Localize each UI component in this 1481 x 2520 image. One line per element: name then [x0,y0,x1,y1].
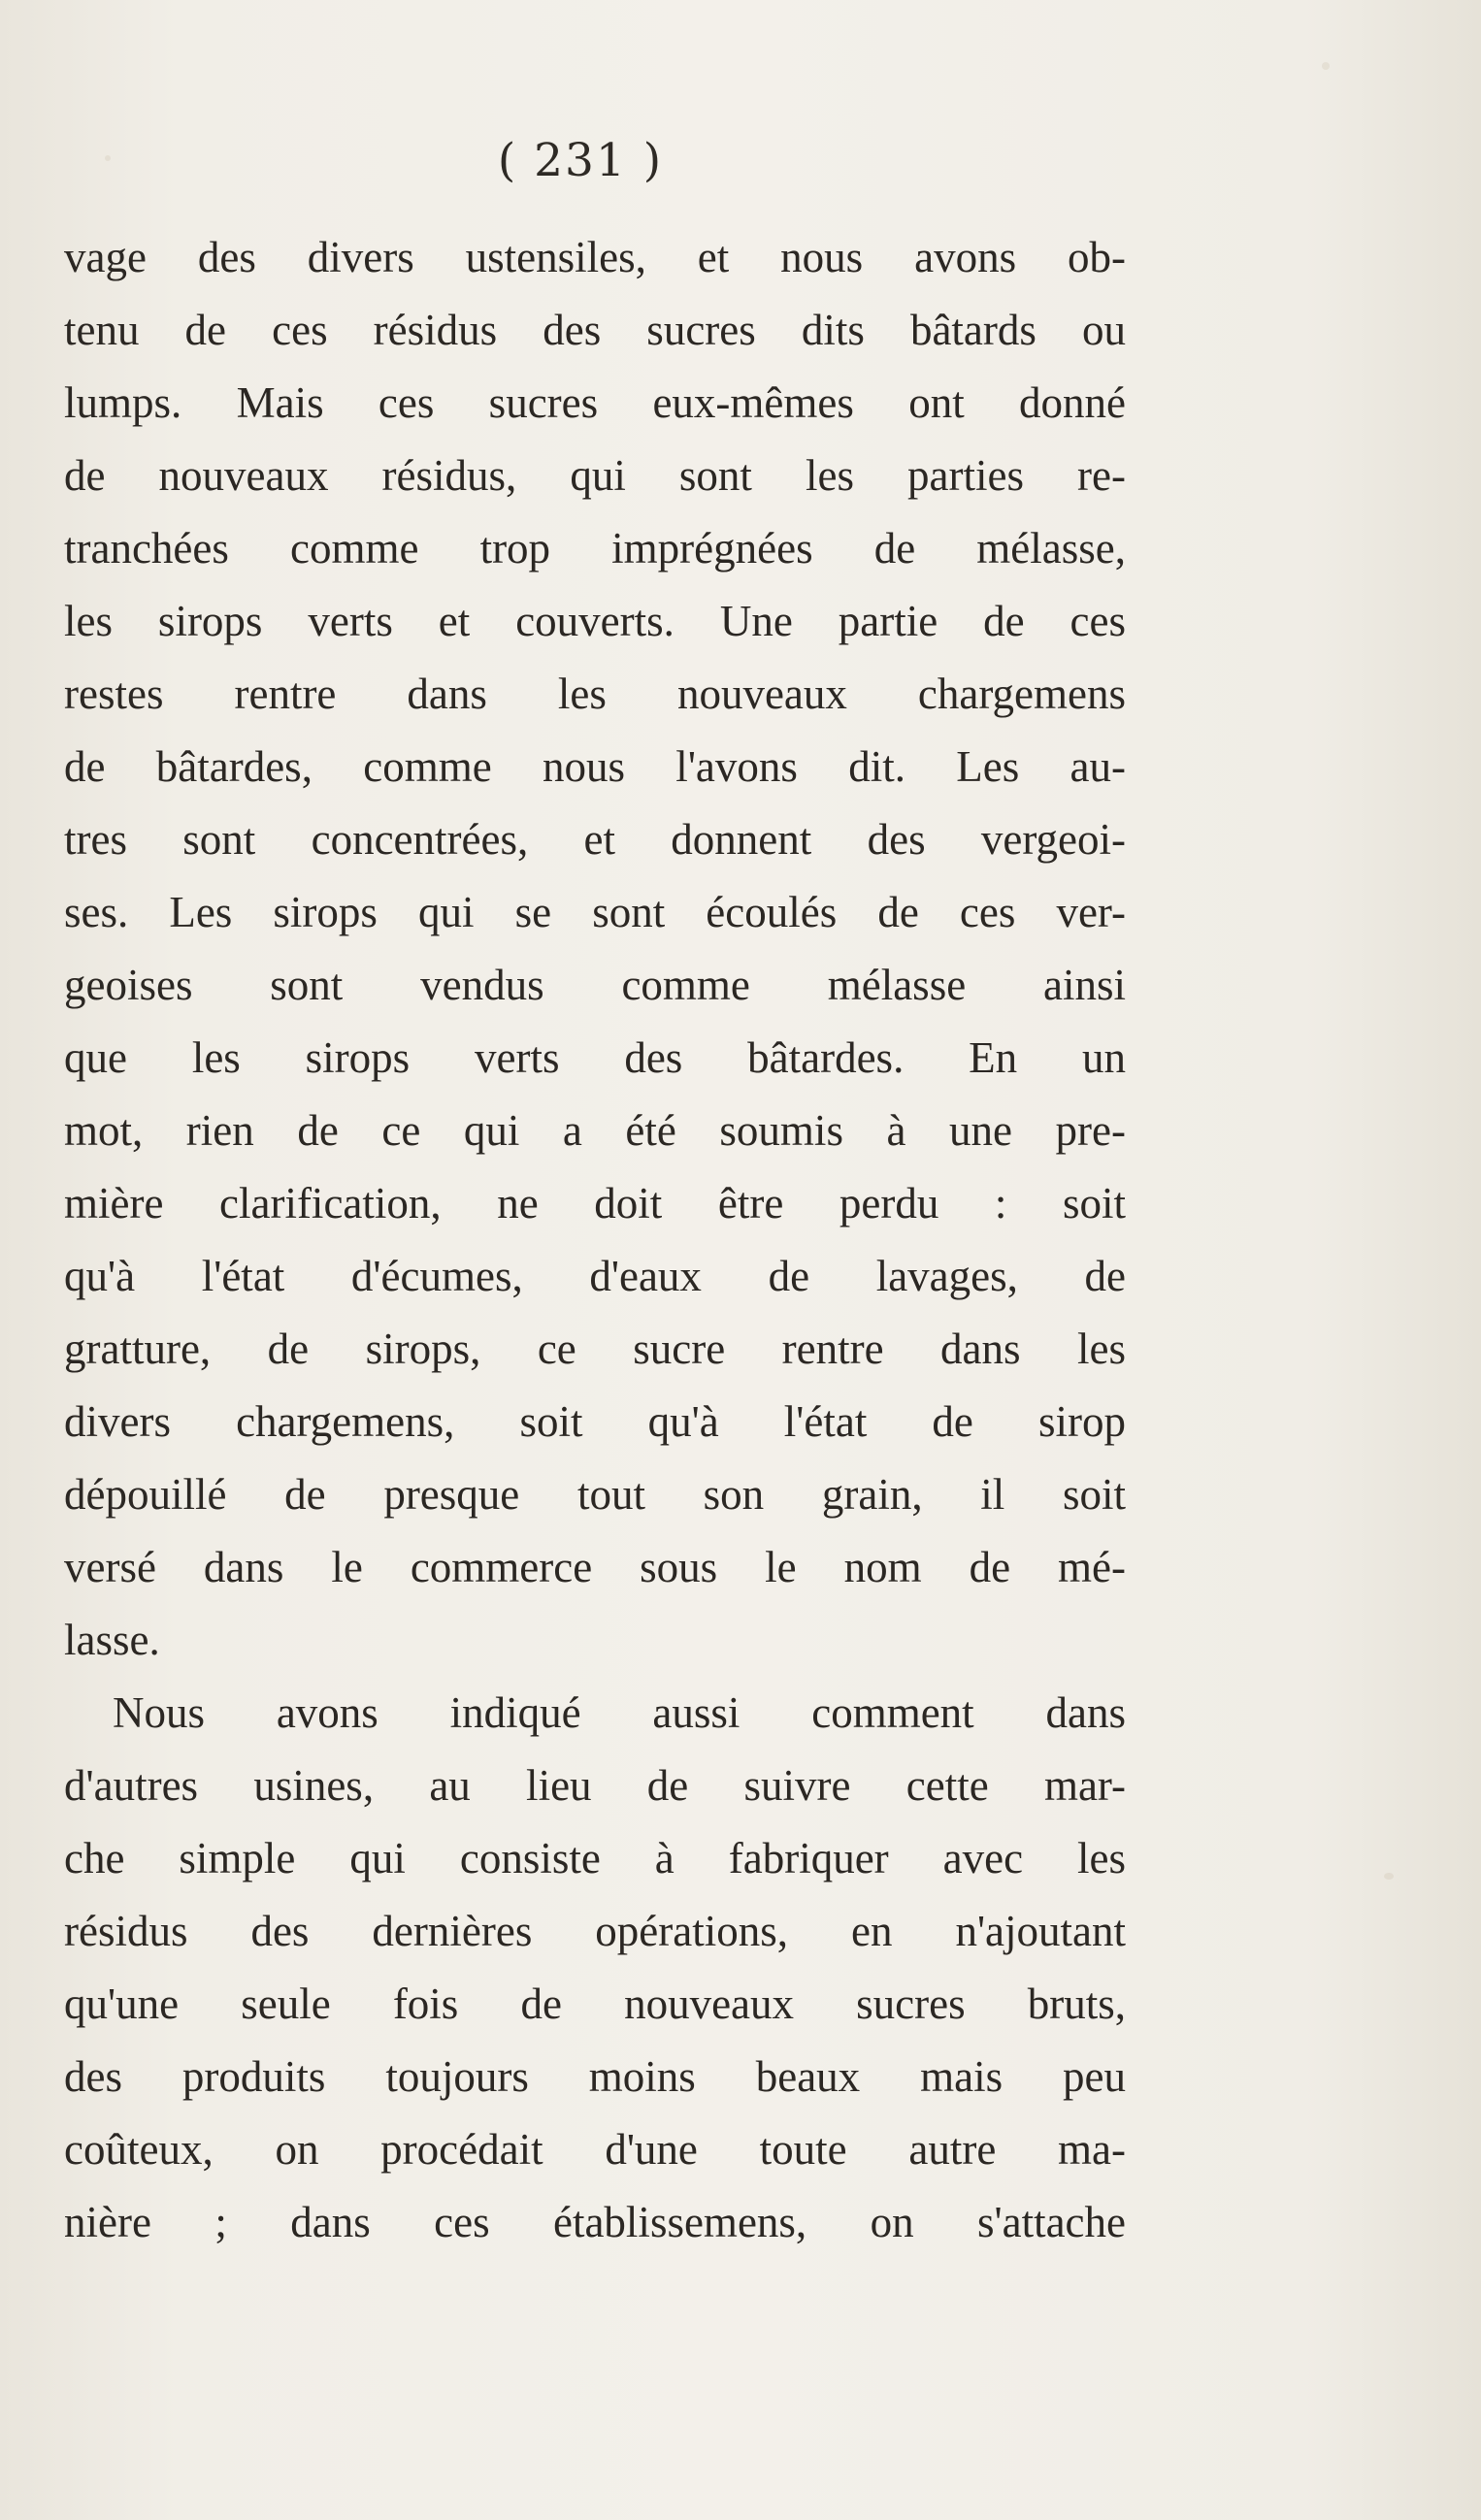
text-line: tranchées comme trop imprégnées de mélasse, [64,524,1126,573]
paragraph [64,221,1126,1677]
text-line: restes rentre dans les nouveaux chargemens [64,670,1126,718]
text-line: mot, rien de ce qui a été soumis à une pre- [64,1106,1126,1155]
text-line: qu'à l'état d'écumes, d'eaux de lavages, de [64,1252,1126,1300]
text-line: résidus des dernières opérations, en n'ajoutant [64,1907,1126,1955]
text-line: qu'une seule fois de nouveaux sucres bruts, [64,1980,1126,2028]
text-line: lumps. Mais ces sucres eux-mêmes ont donné [64,378,1126,427]
text-line: des produits toujours moins beaux mais peu [64,2052,1126,2101]
text-line: les sirops verts et couverts. Une partie de ces [64,597,1126,645]
text-line: de nouveaux résidus, qui sont les parties re- [64,451,1126,500]
text-line: mière clarification, ne doit être perdu : soit [64,1179,1126,1227]
text-line: d'autres usines, au lieu de suivre cette mar- [64,1761,1126,1810]
text-line: divers chargemens, soit qu'à l'état de sirop [64,1397,1126,1446]
text-line: lasse. [64,1616,160,1664]
text-line: que les sirops verts des bâtardes. En un [64,1033,1126,1082]
page-number: ( 231 ) [497,134,664,187]
paper-foxing-spot [1322,62,1330,70]
text-line: dépouillé de presque tout son grain, il soit [64,1470,1126,1519]
paragraph [64,1677,1126,2259]
paper-foxing-spot [1384,1873,1394,1880]
text-line: tenu de ces résidus des sucres dits bâtards ou [64,306,1126,354]
text-line: de bâtardes, comme nous l'avons dit. Les au- [64,742,1126,791]
body-text [64,221,1126,2259]
text-line: coûteux, on procédait d'une toute autre ma- [64,2125,1126,2174]
text-line: vage des divers ustensiles, et nous avons ob- [64,233,1126,281]
text-line: geoises sont vendus comme mélasse ainsi [64,961,1126,1009]
text-line: tres sont concentrées, et donnent des vergeoi- [64,815,1126,864]
text-line: Nous avons indiqué aussi comment dans [113,1688,1126,1737]
text-line: versé dans le commerce sous le nom de mé- [64,1543,1126,1591]
text-line: che simple qui consiste à fabriquer avec les [64,1834,1126,1882]
text-line: nière ; dans ces établissemens, on s'attache [64,2198,1126,2246]
text-line: ses. Les sirops qui se sont écoulés de ces ver- [64,888,1126,936]
text-line: gratture, de sirops, ce sucre rentre dans les [64,1325,1126,1373]
